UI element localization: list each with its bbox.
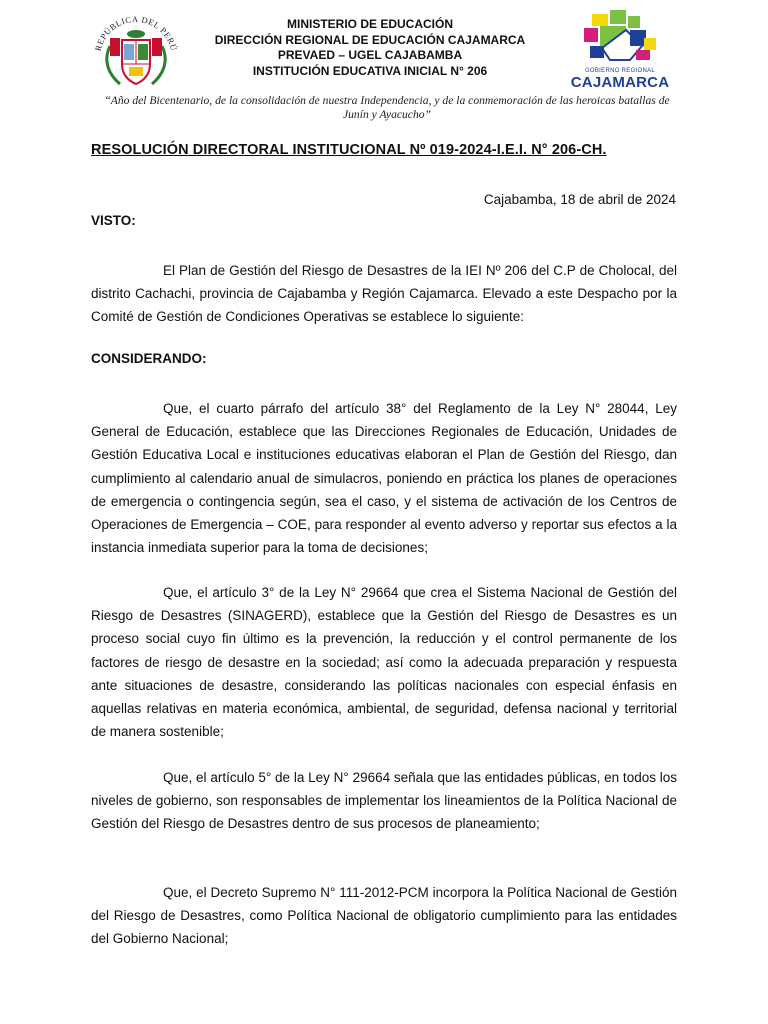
resolution-title: RESOLUCIÓN DIRECTORAL INSTITUCIONAL Nº 019-2024-I.E.I. N° 206-CH. (91, 142, 607, 158)
considerando-paragraph-1 (91, 397, 677, 559)
paragraph-text: Que, el artículo 5° de la Ley N° 29664 señala que las entidades públicas, en todos los niveles de gobierno, son responsables de implementar los lineamientos de la Política Nacional de Gestión del Riesgo de Desastres dentro de sus procesos de planeamiento; (91, 770, 677, 832)
institution-header (180, 17, 560, 79)
peru-national-seal (80, 6, 192, 92)
gobierno-regional-cajamarca-logo (570, 8, 670, 92)
paragraph-text: Que, el Decreto Supremo N° 111-2012-PCM incorpora la Política Nacional de Gestión del Riesgo de Desastres, como Política Nacional de obligatorio cumplimiento para las entidades del Gobierno Nacional; (91, 885, 677, 947)
regional-direction-line: DIRECCIÓN REGIONAL DE EDUCACIÓN CAJAMARCA (214, 32, 526, 47)
paragraph-text: Que, el artículo 3° de la Ley N° 29664 que crea el Sistema Nacional de Gestión del Riesgo de Desastres (SINAGERD), establece que la Gestión del Riesgo de Desastres es un proceso social cuyo fin último es la prevención, la reducción y el control permanente de los factores de riesgo de desastre en la sociedad; así como la adecuada preparación y respuesta ante situaciones de desastre, considerando las políticas nacionales con especial énfasis en aquellas relativas en materia económica, ambiental, de seguridad, defensa nacional y territorial de manera sostenible; (91, 585, 677, 740)
school-line: INSTITUCIÓN EDUCATIVA INICIAL N° 206 (252, 63, 488, 78)
date-line: Cajabamba, 18 de abril de 2024 (483, 192, 676, 207)
paragraph-text: Que, el cuarto párrafo del artículo 38° del Reglamento de la Ley N° 28044, Ley General de Educación, establece que las Direcciones Regionales de Educación, Unidades de Gestión Educativa Local e instituciones educativas elaboran el Plan de Gestión del Riesgo, dan cumplimiento al calendario anual de simulacros, poniendo en práctica los planes de operaciones de emergencia o contingencia según, sea el caso, y el sistema de activación de los Centros de Operaciones de Emergencia – COE, para responder al evento adverso y reportar sus efectos a la instancia inmediata superior para la toma de decisiones; (91, 401, 677, 556)
considerando-heading: CONSIDERANDO: (91, 351, 207, 366)
logo-caption-small: GOBIERNO REGIONAL (584, 68, 656, 74)
visto-paragraph (91, 259, 677, 329)
considerando-paragraph-3 (91, 766, 677, 836)
year-motto: “Año del Bicentenario, de la consolidación de nuestra Independencia, y de la conmemoración de las heroicas batallas de Junín y Ayacucho” (104, 94, 670, 121)
visto-heading: VISTO: (91, 213, 136, 228)
ugel-line: PREVAED – UGEL CAJABAMBA (277, 48, 463, 62)
considerando-paragraph-2 (91, 581, 677, 743)
document-header (0, 0, 768, 95)
logo-caption-large: CAJAMARCA (570, 74, 670, 91)
ministry-line: MINISTERIO DE EDUCACIÓN (286, 17, 453, 31)
seal-text: REPÚBLICA DEL PERÚ (92, 13, 180, 53)
considerando-paragraph-4 (91, 881, 677, 951)
visto-text: El Plan de Gestión del Riesgo de Desastres de la IEI Nº 206 del C.P de Cholocal, del distrito Cachachi, provincia de Cajabamba y Región Cajamarca. Elevado a este Despacho por la Comité de Gestión de Condiciones Operativas se establece lo siguiente: (91, 263, 677, 325)
